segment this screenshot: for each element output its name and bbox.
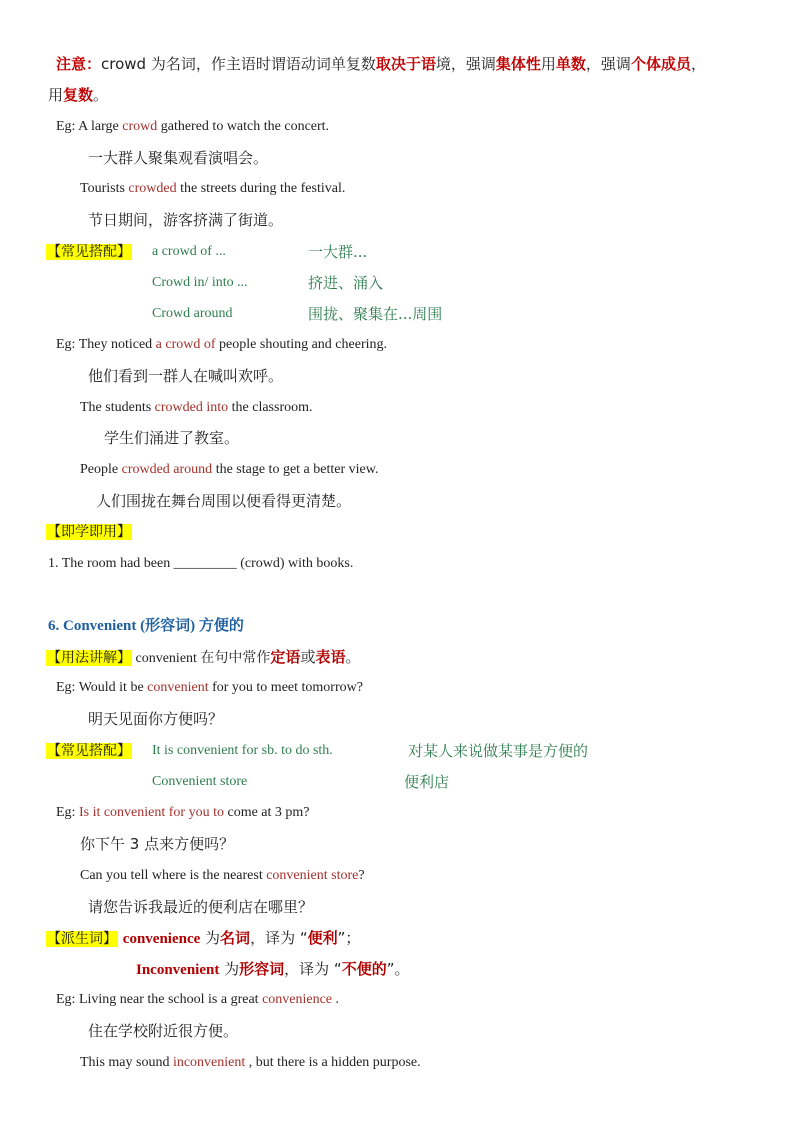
part-of-speech: 形容词	[239, 960, 285, 978]
note-label: 注意：	[56, 55, 102, 73]
usage-text: convenient 在句中常作	[132, 651, 271, 666]
example-cn: 请您告诉我最近的便利店在哪里？	[88, 898, 314, 916]
collocation-tag	[46, 741, 132, 762]
derivative-text: ，译为 “	[250, 929, 308, 947]
example-highlight: convenient store	[266, 868, 359, 883]
derivative-text: ”；	[337, 929, 361, 947]
example-text: the streets during the festival.	[176, 181, 346, 196]
example-text: People	[80, 462, 122, 477]
section-tag: 【常见搭配】	[47, 244, 131, 260]
part-of-speech: 名词	[220, 929, 251, 947]
section-tag: 【即学即用】	[47, 524, 131, 540]
example-cn: 学生们涌进了教室。	[104, 429, 240, 447]
example-text: This may sound	[80, 1055, 173, 1070]
example-highlight: crowded around	[121, 462, 213, 477]
note-keyword: 集体性	[495, 55, 541, 73]
collocation-cn: 一大群...	[308, 243, 368, 261]
derivative-text: 为	[200, 929, 221, 947]
example-text: gathered to watch the concert.	[157, 119, 330, 134]
usage-keyword: 定语	[270, 648, 301, 666]
example-text: Eg: They noticed	[56, 337, 156, 352]
example-en	[80, 398, 313, 418]
section-heading: 6. Convenient (形容词) 方便的	[48, 618, 244, 634]
collocation-phrase: Convenient store	[152, 774, 248, 789]
note-keyword: 取决于语	[375, 55, 436, 73]
derivative-text: ，译为 “	[284, 960, 342, 978]
collocation-en	[152, 741, 333, 761]
example-cn: 明天见面你方便吗？	[88, 710, 224, 728]
example-highlight: Is it convenient for you to	[78, 805, 224, 820]
example-cn: 人们围拢在舞台周围以便看得更清楚。	[96, 492, 352, 510]
collocation-tag	[46, 242, 132, 263]
example-text: Eg: A large	[56, 119, 123, 134]
collocation-phrase: It is convenient for sb. to do sth.	[152, 743, 333, 758]
example-text: Can you tell where is the nearest	[80, 868, 267, 883]
collocation-en	[152, 772, 247, 792]
example-highlight: convenience	[262, 992, 333, 1007]
example-en	[56, 117, 329, 137]
example-text: people shouting and cheering.	[215, 337, 387, 352]
example-highlight: inconvenient	[172, 1055, 246, 1070]
example-en	[56, 678, 363, 698]
section-tag: 【常见搭配】	[47, 743, 131, 759]
example-highlight: crowded	[128, 181, 177, 196]
example-en	[56, 335, 387, 355]
example-text: ?	[358, 868, 365, 883]
collocation-cn: 对某人来说做某事是方便的	[408, 742, 589, 760]
usage-text: 或	[300, 648, 316, 666]
derivative-meaning: 不便的	[341, 960, 387, 978]
derivative-meaning: 便利	[307, 929, 338, 947]
example-cn: 他们看到一群人在喊叫欢呼。	[88, 367, 284, 385]
usage-text: 。	[345, 648, 361, 666]
example-cn: 住在学校附近很方便。	[88, 1022, 239, 1040]
note-line-1	[56, 54, 706, 74]
collocation-en	[152, 242, 226, 262]
note-keyword: 复数	[63, 86, 94, 104]
example-cn: 节日期间，游客挤满了街道。	[88, 211, 284, 229]
collocation-phrase: Crowd in/ into ...	[152, 275, 248, 290]
derivative-text: ”。	[386, 960, 410, 978]
example-highlight: crowded into	[154, 400, 229, 415]
collocation-cn: 挤进、涌入	[308, 274, 384, 292]
note-text: 。	[93, 86, 109, 104]
derivative-line-1	[46, 928, 360, 949]
example-text: , but there is a hidden purpose.	[245, 1055, 421, 1070]
collocation-en	[152, 304, 233, 324]
example-en	[80, 1053, 421, 1073]
usage-keyword: 表语	[315, 648, 346, 666]
collocation-phrase: Crowd around	[152, 306, 233, 321]
example-text: Eg: Living near the school is a great	[56, 992, 263, 1007]
example-text: Eg: Would it be	[56, 680, 148, 695]
example-text: .	[332, 992, 340, 1007]
collocation-cn: 围拢、聚集在...周围	[308, 305, 443, 323]
note-keyword: 单数	[555, 55, 586, 73]
collocation-phrase: a crowd of ...	[152, 244, 226, 259]
example-text: Eg:	[56, 805, 79, 820]
note-text: 用	[48, 86, 64, 104]
example-en	[56, 990, 339, 1010]
example-en	[80, 179, 345, 199]
example-highlight: crowd	[122, 119, 158, 134]
section-tag: 【用法讲解】	[47, 650, 131, 666]
example-en	[56, 803, 310, 823]
note-text: crowd 为名词，作主语时谓语动词单复数	[101, 55, 376, 73]
example-text: for you to meet tomorrow?	[208, 680, 363, 695]
example-cn: 你下午 3 点来方便吗？	[80, 835, 235, 853]
derivative-word: Inconvenient	[136, 962, 220, 978]
example-highlight: a crowd of	[155, 337, 216, 352]
note-text: ，强调	[585, 55, 631, 73]
note-line-2	[48, 85, 108, 105]
section-tag: 【派生词】	[47, 931, 117, 947]
practice-question: 1. The room had been _________ (crowd) with books.	[48, 556, 354, 571]
example-text: come at 3 pm?	[223, 805, 310, 820]
collocation-en	[152, 273, 248, 293]
practice-tag	[46, 522, 132, 543]
example-text: The students	[80, 400, 155, 415]
example-en	[80, 866, 365, 886]
example-cn: 一大群人聚集观看演唱会。	[88, 149, 269, 167]
example-text: the stage to get a better view.	[212, 462, 379, 477]
derivative-line-2	[136, 959, 409, 980]
note-text: 用	[540, 55, 556, 73]
note-text: ，	[690, 55, 706, 73]
example-en	[80, 460, 378, 480]
example-text: Tourists	[80, 181, 129, 196]
note-text: 境，强调	[435, 55, 496, 73]
note-keyword: 个体成员	[630, 55, 691, 73]
collocation-cn: 便利店	[404, 773, 450, 791]
example-text: the classroom.	[228, 400, 313, 415]
example-highlight: convenient	[147, 680, 209, 695]
derivative-word: convenience	[122, 931, 201, 947]
derivative-text: 为	[219, 960, 240, 978]
usage-line	[46, 647, 360, 669]
